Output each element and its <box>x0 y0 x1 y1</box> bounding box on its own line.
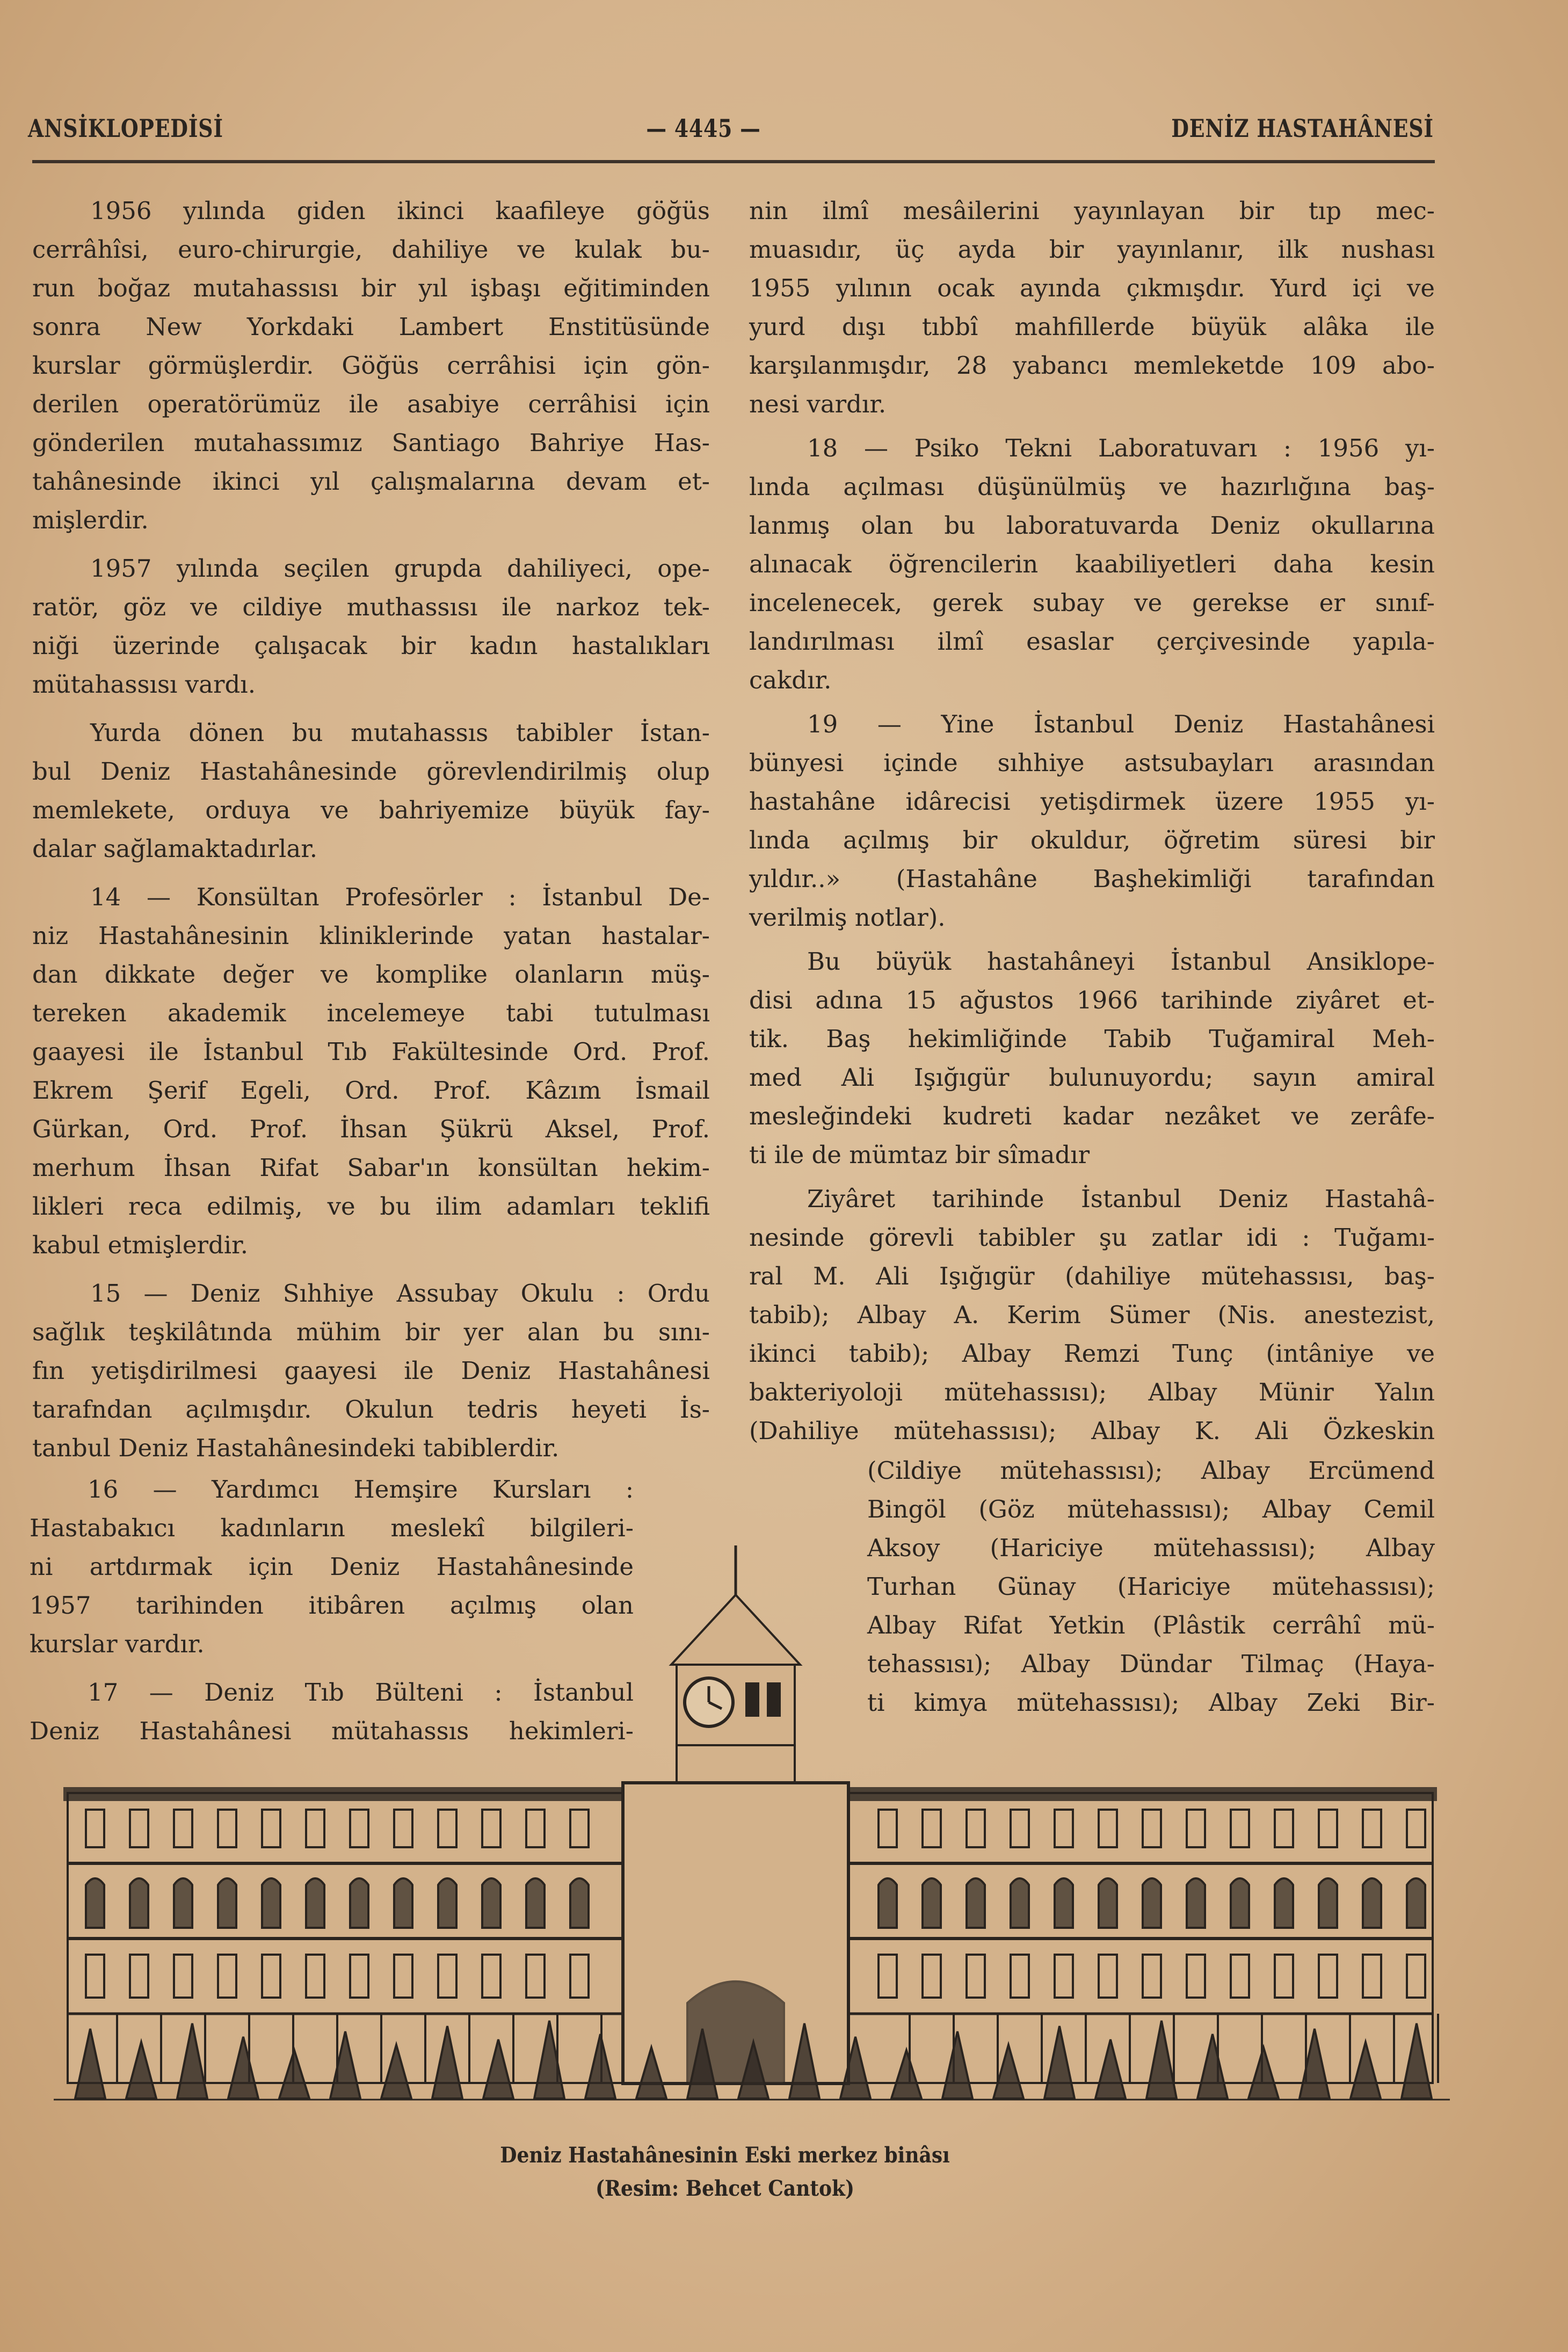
lower-window <box>1099 1955 1117 1998</box>
text-line: karşılanmışdır, 28 yabancı memleketde 109 abo- <box>749 351 1435 380</box>
figure-credit: (Resim: Behcet Cantok) <box>596 2176 854 2201</box>
middle-window <box>1143 1878 1161 1928</box>
text-line: 18 — Psiko Tekni Laboratuvarı : 1956 yı- <box>807 434 1435 462</box>
lower-window <box>218 1955 236 1998</box>
middle-window <box>967 1878 985 1928</box>
upper-window <box>1011 1810 1029 1847</box>
upper-window <box>1231 1810 1249 1847</box>
middle-window <box>350 1878 368 1928</box>
text-line: niz Hastahânesinin kliniklerinde yatan hastalar- <box>32 921 710 950</box>
middle-window <box>438 1878 456 1928</box>
upper-window <box>1099 1810 1117 1847</box>
text-line: landırılması ilmî esaslar çerçivesinde yapıla- <box>749 627 1435 656</box>
lower-window <box>130 1955 148 1998</box>
text-line: nin ilmî mesâilerini yayınlayan bir tıp mec- <box>749 197 1435 225</box>
text-line: yurd dışı tıbbî mahfillerde büyük alâka ile <box>749 313 1435 341</box>
text-line: ti ile de mümtaz bir sîmadır <box>749 1141 1090 1169</box>
text-line: Yurda dönen bu mutahassıs tabibler İstan- <box>90 718 710 747</box>
paragraph <box>32 549 710 704</box>
text-line: mişlerdir. <box>32 506 149 534</box>
lower-window <box>967 1955 985 1998</box>
lower-window <box>438 1955 456 1998</box>
lower-window <box>1231 1955 1249 1998</box>
text-line: kabul etmişlerdir. <box>32 1231 249 1259</box>
text-line: alınacak öğrencilerin kaabiliyetleri daha kesin <box>749 550 1435 578</box>
figure-caption: Deniz Hastahânesinin Eski merkez binâsı <box>500 2143 950 2168</box>
clock-tower <box>671 1545 800 1794</box>
text-line: (Dahiliye mütehassısı); Albay K. Ali Özkeskin <box>749 1417 1435 1445</box>
middle-window <box>570 1878 589 1928</box>
text-line: gönderilen mutahassımız Santiago Bahriye Has- <box>32 429 710 457</box>
upper-window <box>262 1810 280 1847</box>
text-line: yıldır..» (Hastahâne Başhekimliği tarafından <box>749 865 1435 893</box>
text-line: bünyesi içinde sıhhiye astsubayları arasından <box>749 749 1435 777</box>
text-line: 16 — Yardımcı Hemşire Kursları : <box>88 1475 634 1504</box>
paragraph <box>749 192 1435 424</box>
upper-window <box>482 1810 500 1847</box>
text-line: mesleğindeki kudreti kadar nezâket ve zerâfe- <box>749 1102 1435 1130</box>
hospital-building-illustration <box>54 1530 1450 2121</box>
upper-window <box>1187 1810 1205 1847</box>
middle-window <box>482 1878 500 1928</box>
upper-window <box>570 1810 589 1847</box>
text-line: Hastabakıcı kadınların meslekî bilgileri- <box>30 1514 634 1542</box>
text-line: ikinci tabib); Albay Remzi Tunç (intâniye ve <box>749 1339 1435 1368</box>
upper-window <box>967 1810 985 1847</box>
page-number: — 4445 — <box>646 114 761 143</box>
lower-window <box>482 1955 500 1998</box>
text-line: Turhan Günay (Hariciye mütehassısı); <box>867 1572 1435 1601</box>
middle-window <box>1407 1878 1425 1928</box>
paragraph <box>32 714 710 868</box>
upper-window <box>306 1810 324 1847</box>
text-line: bakteriyoloji mütehassısı); Albay Münir Yalın <box>749 1378 1435 1406</box>
text-line: bul Deniz Hastahânesinde görevlendirilmiş olup <box>32 757 710 786</box>
middle-window <box>1319 1878 1337 1928</box>
middle-window <box>1011 1878 1029 1928</box>
upper-window <box>1363 1810 1381 1847</box>
upper-window <box>923 1810 941 1847</box>
upper-window <box>1143 1810 1161 1847</box>
paragraph <box>32 192 710 540</box>
paragraph <box>749 942 1435 1174</box>
middle-window <box>526 1878 545 1928</box>
text-line: muasıdır, üç ayda bir yayınlanır, ilk nushası <box>749 235 1435 264</box>
text-line: 1957 yılında seçilen grupda dahiliyeci, ope- <box>90 554 710 583</box>
text-line: gaayesi ile İstanbul Tıb Fakültesinde Ord. Prof. <box>32 1037 710 1066</box>
text-line: hastahâne idârecisi yetişdirmek üzere 1955 yı- <box>749 787 1435 816</box>
upper-window <box>879 1810 897 1847</box>
upper-window <box>394 1810 412 1847</box>
text-line: kurslar görmüşlerdir. Göğüs cerrâhisi için gön- <box>32 351 710 380</box>
lower-window <box>174 1955 192 1998</box>
text-line: 14 — Konsültan Profesörler : İstanbul De- <box>90 883 710 911</box>
lower-window <box>1407 1955 1425 1998</box>
upper-window <box>526 1810 545 1847</box>
text-line: disi adına 15 ağustos 1966 tarihinde ziyâret et- <box>749 986 1435 1014</box>
text-line: med Ali Işığıgür bulunuyordu; sayın amiral <box>749 1063 1435 1092</box>
text-line: (Cildiye mütehassısı); Albay Ercümend <box>867 1456 1435 1485</box>
text-line: 19 — Yine İstanbul Deniz Hastahânesi <box>807 710 1435 738</box>
text-line: tehassısı); Albay Dündar Tilmaç (Haya- <box>867 1650 1435 1678</box>
lower-window <box>923 1955 941 1998</box>
text-line: run boğaz mutahassısı bir yıl işbaşı eğitiminden <box>32 274 710 302</box>
middle-window <box>1099 1878 1117 1928</box>
upper-window <box>350 1810 368 1847</box>
text-line: ratör, göz ve cildiye muthassısı ile narkoz tek- <box>32 593 710 621</box>
lower-window <box>394 1955 412 1998</box>
text-line: cerrâhîsi, euro-chirurgie, dahiliye ve kulak bu- <box>32 235 710 264</box>
middle-window <box>1055 1878 1073 1928</box>
text-line: sağlık teşkilâtında mühim bir yer alan bu sını- <box>32 1318 710 1346</box>
upper-window <box>438 1810 456 1847</box>
middle-window <box>1187 1878 1205 1928</box>
lower-window <box>1319 1955 1337 1998</box>
upper-window <box>86 1810 104 1847</box>
paragraph <box>32 1274 710 1468</box>
paragraph <box>749 705 1435 937</box>
lower-window <box>879 1955 897 1998</box>
middle-window <box>306 1878 324 1928</box>
upper-window <box>130 1810 148 1847</box>
text-line: merhum İhsan Rifat Sabar'ın konsültan hekim- <box>32 1153 710 1182</box>
text-line: nesinde görevli tabibler şu zatlar idi : Tuğamı- <box>749 1223 1435 1252</box>
paragraph <box>749 429 1435 700</box>
middle-window <box>879 1878 897 1928</box>
text-line: fın yetişdirilmesi gaayesi ile Deniz Hastahânesi <box>32 1356 710 1385</box>
text-line: dan dikkate değer ve komplike olanların müş- <box>32 960 710 989</box>
text-line: tik. Baş hekimliğinde Tabib Tuğamiral Meh- <box>749 1025 1435 1053</box>
running-header-right: DENİZ HASTAHÂNESİ <box>1171 114 1434 143</box>
middle-window <box>394 1878 412 1928</box>
text-line: niği üzerinde çalışacak bir kadın hastalıkları <box>32 631 710 660</box>
middle-window <box>130 1878 148 1928</box>
lower-window <box>570 1955 589 1998</box>
text-line: likleri reca edilmiş, ve bu ilim adamları teklifi <box>32 1192 710 1221</box>
text-line: mütahassısı vardı. <box>32 670 256 699</box>
paragraph <box>749 1180 1435 1450</box>
text-line: ti kimya mütehassısı); Albay Zeki Bir- <box>867 1688 1435 1717</box>
middle-window <box>218 1878 236 1928</box>
text-line: tarafndan açılmışdır. Okulun tedris heyeti İs- <box>32 1395 710 1424</box>
text-line: memlekete, orduya ve bahriyemize büyük fay- <box>32 796 710 824</box>
text-line: ral M. Ali Işığıgür (dahiliye mütehassısı, baş- <box>749 1262 1435 1290</box>
text-line: tabib); Albay A. Kerim Sümer (Nis. anestezist, <box>749 1301 1435 1329</box>
lower-window <box>306 1955 324 1998</box>
middle-window <box>1275 1878 1293 1928</box>
lower-window <box>86 1955 104 1998</box>
text-line: Aksoy (Hariciye mütehassısı); Albay <box>867 1534 1435 1562</box>
middle-window <box>174 1878 192 1928</box>
text-line: tereken akademik incelemeye tabi tutulması <box>32 999 710 1027</box>
text-line: 17 — Deniz Tıb Bülteni : İstanbul <box>88 1678 634 1707</box>
middle-window <box>1363 1878 1381 1928</box>
text-line: 15 — Deniz Sıhhiye Assubay Okulu : Ordu <box>90 1279 710 1308</box>
middle-window <box>262 1878 280 1928</box>
text-line: Bingöl (Göz mütehassısı); Albay Cemil <box>867 1495 1435 1523</box>
text-line: tahânesinde ikinci yıl çalışmalarına devam et- <box>32 467 710 496</box>
middle-window <box>1231 1878 1249 1928</box>
paragraph <box>32 878 710 1265</box>
text-line: Ziyâret tarihinde İstanbul Deniz Hastahâ- <box>807 1185 1435 1213</box>
text-line: Ekrem Şerif Egeli, Ord. Prof. Kâzım İsmail <box>32 1076 710 1105</box>
upper-window <box>174 1810 192 1847</box>
text-line: lında açılmış bir okuldur, öğretim süresi bir <box>749 826 1435 854</box>
text-line: Albay Rifat Yetkin (Plâstik cerrâhî mü- <box>867 1611 1435 1639</box>
lower-window <box>1055 1955 1073 1998</box>
text-line: 1955 yılının ocak ayında çıkmışdır. Yurd içi ve <box>749 274 1435 302</box>
upper-window <box>1055 1810 1073 1847</box>
lower-window <box>1275 1955 1293 1998</box>
lower-window <box>262 1955 280 1998</box>
text-line: 1956 yılında giden ikinci kaafileye göğüs <box>90 197 710 225</box>
text-line: nesi vardır. <box>749 390 887 418</box>
text-line: sonra New Yorkdaki Lambert Enstitüsünde <box>32 313 710 341</box>
lower-window <box>1011 1955 1029 1998</box>
text-line: lında açılması düşünülmüş ve hazırlığına baş- <box>749 473 1435 501</box>
text-line: incelenecek, gerek subay ve gerekse er sınıf- <box>749 589 1435 617</box>
upper-window <box>1407 1810 1425 1847</box>
text-line: tanbul Deniz Hastahânesindeki tabiblerdir. <box>32 1434 560 1462</box>
lower-window <box>1143 1955 1161 1998</box>
text-line: verilmiş notlar). <box>749 903 946 932</box>
text-line: Gürkan, Ord. Prof. İhsan Şükrü Aksel, Prof. <box>32 1115 710 1143</box>
lower-window <box>526 1955 545 1998</box>
text-line: ni artdırmak için Deniz Hastahânesinde <box>30 1552 634 1581</box>
running-header-left: ANSİKLOPEDİSİ <box>28 114 223 143</box>
middle-window <box>923 1878 941 1928</box>
text-line: Deniz Hastahânesi mütahassıs hekimleri- <box>30 1717 634 1745</box>
upper-window <box>1319 1810 1337 1847</box>
header-rule <box>32 160 1435 163</box>
upper-window <box>1275 1810 1293 1847</box>
left-column <box>32 192 710 1468</box>
text-line: 1957 tarihinden itibâren açılmış olan <box>30 1591 634 1620</box>
text-line: dalar sağlamaktadırlar. <box>32 834 318 863</box>
text-line: kurslar vardır. <box>30 1630 205 1658</box>
lower-window <box>1187 1955 1205 1998</box>
right-column <box>749 192 1435 1450</box>
text-line: cakdır. <box>749 666 832 694</box>
lower-window <box>350 1955 368 1998</box>
text-line: lanmış olan bu laboratuvarda Deniz okullarına <box>749 511 1435 540</box>
upper-window <box>218 1810 236 1847</box>
text-line: derilen operatörümüz ile asabiye cerrâhisi için <box>32 390 710 418</box>
middle-window <box>86 1878 104 1928</box>
lower-window <box>1363 1955 1381 1998</box>
text-line: Bu büyük hastahâneyi İstanbul Ansiklope- <box>807 947 1435 976</box>
